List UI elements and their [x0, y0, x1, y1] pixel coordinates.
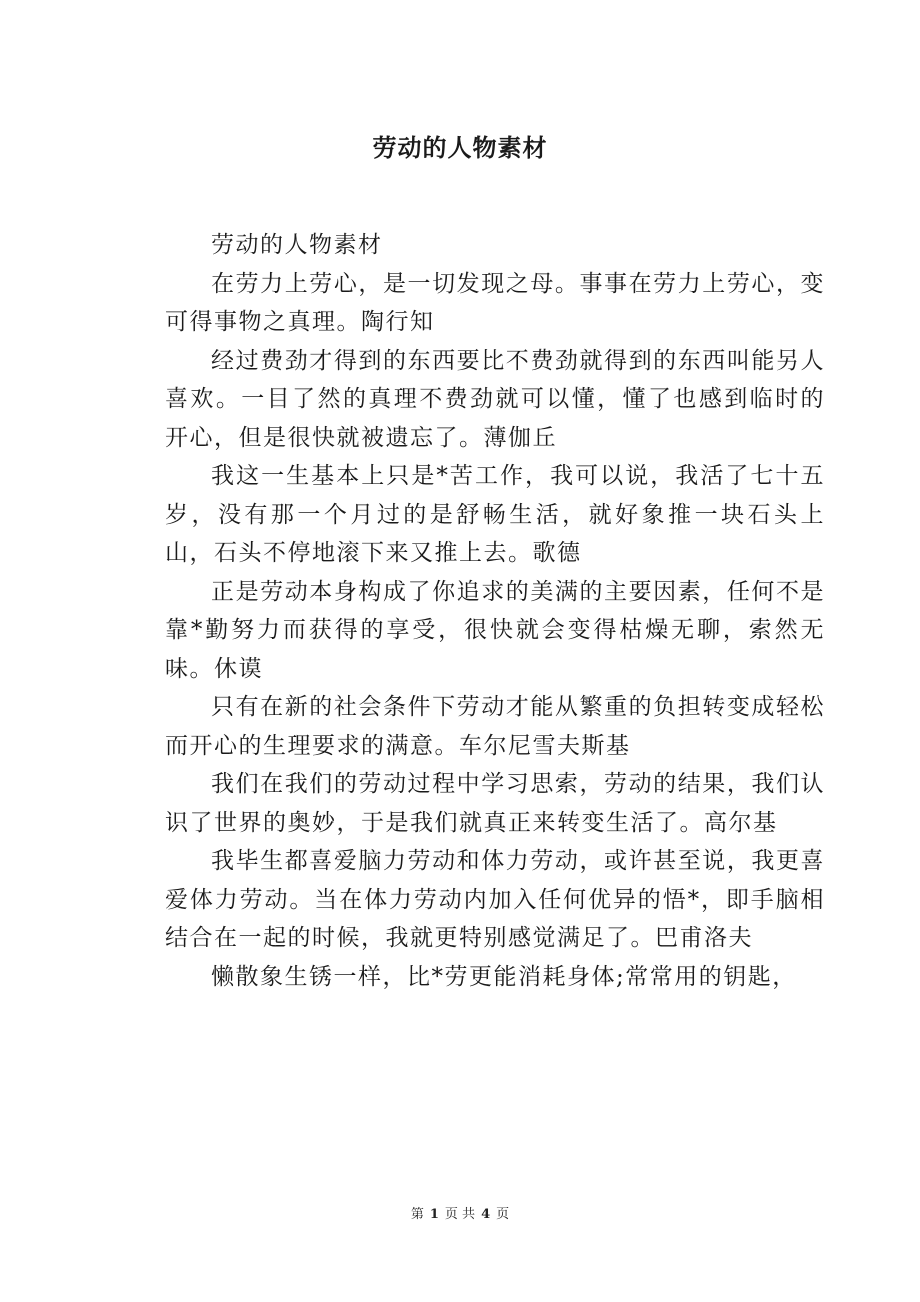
paragraph: 我毕生都喜爱脑力劳动和体力劳动，或许甚至说，我更喜爱体力劳动。当在体力劳动内加入任何优异的悟*，即手脑相结合在一起的时候，我就更特别感觉满足了。巴甫洛夫	[165, 848, 825, 951]
footer-suffix: 页	[496, 1207, 510, 1222]
page-footer	[0, 1205, 920, 1225]
paragraph: 只有在新的社会条件下劳动才能从繁重的负担转变成轻松而开心的生理要求的满意。车尔尼雪夫斯基	[165, 694, 825, 759]
paragraph: 懒散象生锈一样，比*劳更能消耗身体;常常用的钥匙，	[211, 963, 797, 990]
footer-prefix: 第	[410, 1207, 424, 1222]
total-pages: 4	[481, 1207, 491, 1222]
paragraph: 我这一生基本上只是*苦工作，我可以说，我活了七十五岁，没有那一个月过的是舒畅生活，就好象推一块石头上山，石头不停地滚下来又推上去。歌德	[165, 463, 825, 566]
page-number: 1	[429, 1207, 439, 1222]
paragraph: 我们在我们的劳动过程中学习思索，劳动的结果，我们认识了世界的奥妙，于是我们就真正来转变生活了。高尔基	[165, 771, 825, 836]
document-body	[165, 226, 825, 996]
page-title: 劳动的人物素材	[372, 133, 548, 162]
paragraph: 在劳力上劳心，是一切发现之母。事事在劳力上劳心，变可得事物之真理。陶行知	[165, 270, 825, 335]
paragraph: 劳动的人物素材	[211, 232, 383, 258]
paragraph: 经过费劲才得到的东西要比不费劲就得到的东西叫能另人喜欢。一目了然的真理不费劲就可以懂，懂了也感到临时的开心，但是很快就被遗忘了。薄伽丘	[165, 347, 825, 451]
paragraph: 正是劳动本身构成了你追求的美满的主要因素，任何不是靠*勤努力而获得的享受，很快就会变得枯燥无聊，索然无味。休谟	[165, 578, 825, 682]
footer-middle: 页 共	[444, 1207, 476, 1222]
